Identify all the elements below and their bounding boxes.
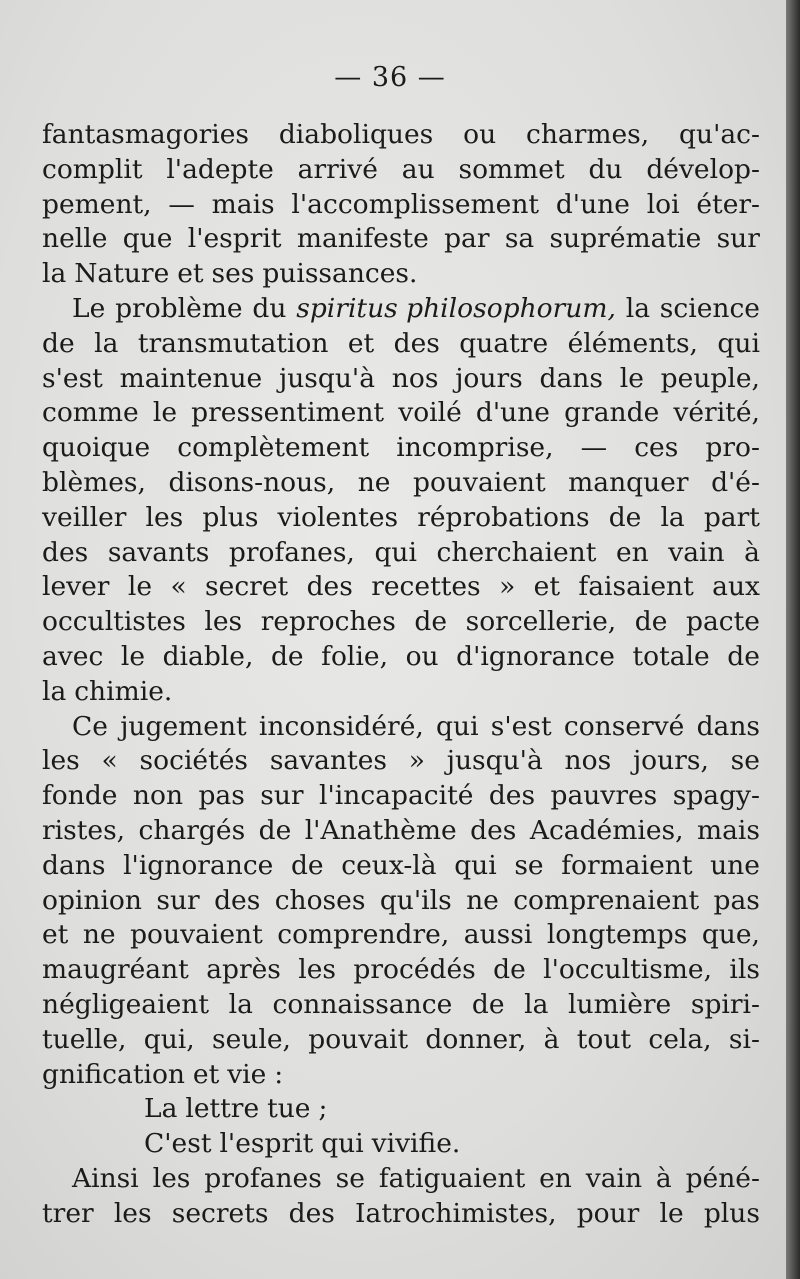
word: éter- <box>696 188 760 220</box>
word: qu'ac- <box>679 119 760 150</box>
word: avec <box>42 640 104 672</box>
word: jugement <box>120 710 247 742</box>
word: les <box>42 745 80 777</box>
word: de <box>608 501 642 533</box>
word: qui <box>454 849 497 881</box>
word: tout <box>576 1023 632 1055</box>
word: et <box>533 571 561 603</box>
word: totale <box>632 640 710 672</box>
word: chimie. <box>74 675 173 707</box>
text-line <box>42 1197 760 1232</box>
word: d'é- <box>711 466 760 498</box>
word: Le <box>72 292 106 324</box>
word: opinion <box>42 884 142 916</box>
word: vie <box>227 1058 267 1090</box>
word: pas <box>198 780 245 812</box>
word: vérité, <box>673 397 760 429</box>
word: cela, <box>648 1023 712 1055</box>
word: à <box>744 536 760 568</box>
word: s'est <box>490 710 552 742</box>
word: sur <box>260 780 304 812</box>
word: réprobations <box>417 501 590 533</box>
word: si- <box>728 1023 760 1055</box>
word: blèmes, <box>42 466 146 498</box>
word: ne <box>466 884 499 916</box>
word: sommet <box>458 153 565 185</box>
word: le <box>120 640 146 672</box>
word: complit <box>42 153 143 185</box>
word: l'esprit <box>187 223 282 255</box>
word: C'est <box>144 1128 212 1160</box>
word: des <box>488 780 536 812</box>
word: ne <box>357 466 391 498</box>
word: qui <box>717 327 760 359</box>
text-line <box>42 710 760 745</box>
word: ne <box>82 919 116 951</box>
word: diable, <box>162 640 254 672</box>
word: au <box>401 153 435 185</box>
text-line <box>42 536 760 571</box>
word: jours <box>455 362 523 394</box>
word: et <box>177 258 204 290</box>
word: de <box>290 849 324 881</box>
word: comprendre, <box>277 919 450 951</box>
word: des <box>470 814 517 846</box>
text-line <box>42 779 760 814</box>
word: des <box>306 571 353 603</box>
page-number: — 36 — <box>334 62 446 93</box>
word: dans <box>696 710 760 742</box>
word: jusqu'à <box>446 745 543 777</box>
word: pouvaient <box>413 466 546 498</box>
word: pement, <box>42 188 152 220</box>
word: ristes, <box>42 814 126 846</box>
text-line <box>42 675 760 710</box>
word: de <box>414 606 448 638</box>
word: tue <box>267 1093 311 1125</box>
word: de <box>258 814 292 846</box>
word: par <box>444 223 490 255</box>
word: les <box>145 501 184 533</box>
word: formaient <box>561 849 693 881</box>
word: qui, <box>143 1023 195 1055</box>
text-line <box>42 640 760 675</box>
word: le <box>659 1197 684 1229</box>
word: savantes <box>269 745 387 777</box>
text-line <box>42 257 760 292</box>
text-line <box>42 362 760 397</box>
word: des <box>393 327 440 359</box>
word: ou <box>405 640 439 672</box>
word: conservé <box>563 710 685 742</box>
text-line <box>42 222 760 257</box>
body-text <box>42 118 760 1232</box>
text-line <box>42 744 760 779</box>
word: qu'ils <box>379 884 452 916</box>
word: nos <box>391 362 439 394</box>
word: la <box>660 501 685 533</box>
text-line <box>42 153 760 188</box>
word: comme <box>42 397 139 429</box>
word: spagy- <box>672 780 760 812</box>
word: » <box>408 745 425 777</box>
word: qui <box>321 1128 364 1160</box>
word: pas <box>713 884 760 916</box>
word: inconsidéré, <box>258 710 424 742</box>
word: du <box>252 292 287 324</box>
word: sa <box>504 223 535 255</box>
word: Académies, <box>529 814 684 846</box>
word: folie, <box>321 640 388 672</box>
word: et <box>192 1058 220 1090</box>
word: non <box>132 780 184 812</box>
word: le <box>127 571 153 603</box>
word: la <box>42 675 67 707</box>
word: manifeste <box>296 223 429 255</box>
word: éléments, <box>567 327 698 359</box>
word: transmutation <box>137 327 329 359</box>
word: lumière <box>568 988 672 1020</box>
word: La <box>144 1093 178 1125</box>
word: et <box>347 327 375 359</box>
word: les <box>113 1197 152 1229</box>
word: part <box>703 501 760 533</box>
word: comprenaient <box>513 884 700 916</box>
word: d'une <box>555 188 630 220</box>
text-line <box>42 118 760 153</box>
word: plus <box>703 1197 760 1229</box>
text-line <box>42 1023 760 1058</box>
word: trer <box>42 1197 94 1229</box>
text-line <box>42 1127 760 1162</box>
word: cherchaient <box>436 536 597 568</box>
word: s'est <box>42 362 103 394</box>
word: incomprise, <box>396 432 554 464</box>
word: profanes <box>204 1162 322 1194</box>
word: nelle <box>42 223 108 255</box>
word: l'esprit <box>219 1128 314 1160</box>
word: reproches <box>260 606 396 638</box>
word: ou <box>463 119 497 150</box>
word: négligeaient <box>42 988 209 1020</box>
word: péné- <box>685 1162 760 1194</box>
word: diaboliques <box>278 119 434 150</box>
word: quatre <box>459 327 549 359</box>
word: ils <box>729 954 760 986</box>
word: fantasmagories <box>42 119 249 150</box>
word: des <box>42 536 89 568</box>
word: loi <box>646 188 680 220</box>
word: pauvres <box>550 780 658 812</box>
word: après <box>206 954 281 986</box>
word: science <box>659 292 760 324</box>
word: de <box>471 988 505 1020</box>
text-line <box>42 1162 760 1197</box>
word: l'ignorance <box>123 849 274 881</box>
word: gnification <box>42 1058 185 1090</box>
word: et <box>42 919 69 951</box>
word: recettes <box>371 571 481 603</box>
word: que <box>122 223 173 255</box>
word: disons-nous, <box>168 466 336 498</box>
text-line <box>42 1058 760 1093</box>
word: connaissance <box>272 988 453 1020</box>
word: chargés <box>138 814 246 846</box>
word: fatiguaient <box>378 1162 526 1194</box>
word: les <box>152 1162 191 1194</box>
word: l'occultisme, <box>543 954 713 986</box>
word: sur <box>156 884 200 916</box>
word: la <box>228 988 253 1020</box>
word: de <box>270 640 304 672</box>
word: pour <box>576 1197 640 1229</box>
word: qui <box>436 710 479 742</box>
word: se <box>514 849 544 881</box>
word: de <box>727 640 760 672</box>
word: pouvait <box>308 1023 409 1055</box>
word: sur <box>716 223 760 255</box>
word: violentes <box>277 501 399 533</box>
word: vain <box>668 536 725 568</box>
word: pressentiment <box>191 397 385 429</box>
word: lettre <box>185 1093 260 1125</box>
word: spiri- <box>690 988 760 1020</box>
word: problème <box>115 292 243 324</box>
text-line <box>42 884 760 919</box>
word: « <box>101 745 118 777</box>
word: maugréant <box>42 954 189 986</box>
word: veiller <box>42 501 127 533</box>
word: sociétés <box>139 745 249 777</box>
word: le <box>619 362 644 394</box>
word: donner, <box>425 1023 527 1055</box>
text-line <box>42 849 760 884</box>
word: : <box>274 1058 284 1090</box>
word: peuple, <box>660 362 760 394</box>
word: dans <box>42 849 106 881</box>
text-line <box>42 466 760 501</box>
word: voilé <box>398 397 462 429</box>
word: ceux-là <box>341 849 437 881</box>
word: sorcellerie, <box>465 606 617 638</box>
word: dans <box>539 362 603 394</box>
word: la <box>524 988 549 1020</box>
word: que, <box>701 919 760 951</box>
word: Ce <box>72 710 108 742</box>
word: Iatrochimistes, <box>355 1197 557 1229</box>
word: les <box>204 606 243 638</box>
word: des <box>214 884 261 916</box>
word: quoique <box>42 432 151 464</box>
word: ses <box>211 258 255 290</box>
word: puissances. <box>262 258 418 290</box>
word: secret <box>205 571 289 603</box>
text-line <box>42 918 760 953</box>
word: l'accomplissement <box>291 188 540 220</box>
word: l'adepte <box>166 153 274 185</box>
word: aussi <box>463 919 533 951</box>
word: choses <box>274 884 366 916</box>
word: manquer <box>568 466 689 498</box>
word: maintenue <box>119 362 263 394</box>
word: de <box>634 606 668 638</box>
word: dévelop- <box>646 153 760 185</box>
page-edge-shadow <box>786 0 800 1279</box>
word: nos <box>564 745 612 777</box>
word: pacte <box>685 606 760 638</box>
word: jours, <box>632 745 709 777</box>
word: secrets <box>171 1197 269 1229</box>
word: l'Anathème <box>304 814 457 846</box>
word: — <box>168 188 195 220</box>
word: savants <box>107 536 210 568</box>
text-line <box>42 953 760 988</box>
word: le <box>152 397 178 429</box>
text-line <box>42 814 760 849</box>
word: profanes, <box>228 536 355 568</box>
word: aux <box>712 571 760 603</box>
word: grande <box>564 397 660 429</box>
word: » <box>499 571 516 603</box>
word: d'ignorance <box>456 640 615 672</box>
word: Ainsi <box>72 1162 139 1194</box>
text-line <box>42 431 760 466</box>
word: à <box>543 1023 560 1055</box>
text-line <box>42 292 760 327</box>
word: des <box>288 1197 335 1229</box>
word: seule, <box>212 1023 291 1055</box>
word: l'incapacité <box>319 780 474 812</box>
word: ces <box>634 432 679 464</box>
word: une <box>710 849 760 881</box>
word: tuelle, <box>42 1023 127 1055</box>
word: ; <box>318 1093 328 1125</box>
text-line <box>42 1092 760 1127</box>
word: complètement <box>177 432 370 464</box>
word: à <box>655 1162 672 1194</box>
word: suprématie <box>549 223 702 255</box>
word: arrivé <box>297 153 378 185</box>
word: jusqu'à <box>279 362 376 394</box>
word: spiritus philosophorum, <box>296 292 616 324</box>
word: les <box>298 954 337 986</box>
text-line <box>42 570 760 605</box>
word: la <box>94 327 119 359</box>
word: en <box>615 536 649 568</box>
word: lever <box>42 571 110 603</box>
word: mais <box>696 814 760 846</box>
word: du <box>588 153 623 185</box>
word: faisaient <box>578 571 694 603</box>
word: vivifie. <box>371 1128 461 1160</box>
word: plus <box>202 501 259 533</box>
text-line <box>42 327 760 362</box>
word: la <box>42 258 67 290</box>
word: — <box>580 432 608 464</box>
word: vain <box>585 1162 643 1194</box>
word: de <box>42 327 75 359</box>
word: charmes, <box>525 119 650 150</box>
text-line <box>42 605 760 640</box>
word: de <box>493 954 526 986</box>
word: occultistes <box>42 606 186 638</box>
text-line <box>42 501 760 536</box>
word: se <box>335 1162 365 1194</box>
text-line <box>42 396 760 431</box>
word: qui <box>374 536 417 568</box>
text-line <box>42 988 760 1023</box>
text-line <box>42 188 760 223</box>
word: longtemps <box>546 919 688 951</box>
word: la <box>625 292 650 324</box>
word: « <box>170 571 187 603</box>
word: fonde <box>42 780 118 812</box>
word: se <box>730 745 760 777</box>
word: d'une <box>475 397 550 429</box>
word: pouvaient <box>130 919 263 951</box>
word: pro- <box>705 432 760 464</box>
word: Nature <box>74 258 170 290</box>
word: mais <box>211 188 275 220</box>
word: procédés <box>353 954 476 986</box>
word: en <box>539 1162 572 1194</box>
